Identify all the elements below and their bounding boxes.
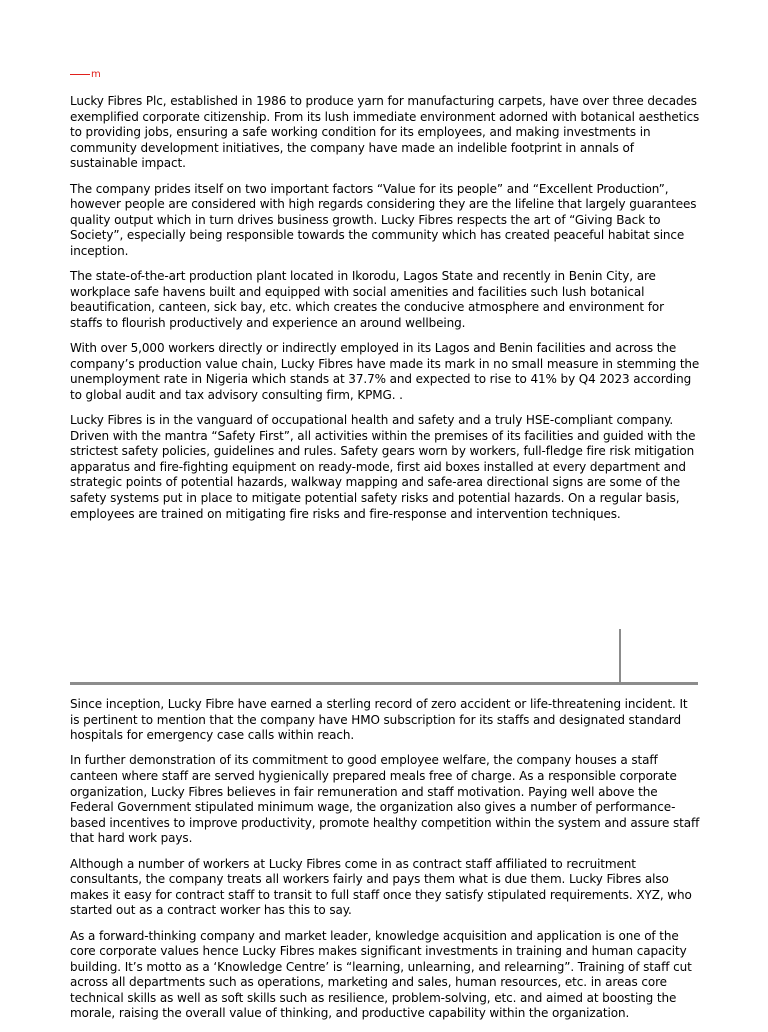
- paragraph-welfare: In further demonstration of its commitment to good employee welfare, the company houses a staff canteen where staff are served hygienically prepared meals free of charge. As a responsible corporate organization, Lucky Fibres believes in fair remuneration and staff motivation. Paying well above the Federal Government stipulated minimum wage, the organization also gives a number of performance-based incentives to improve productivity, promote healthy competition within the system and assure staff that hard work pays.: [70, 753, 700, 846]
- table-border-vertical: [619, 629, 621, 683]
- paragraph-record: Since inception, Lucky Fibre have earned a sterling record of zero accident or life-threatening incident. It is pertinent to mention that the company have HMO subscription for its staffs and designated standard hospitals for emergency case calls within reach.: [70, 697, 688, 743]
- paragraph-safety: Lucky Fibres is in the vanguard of occupational health and safety and a truly HSE-compliant company. Driven with the mantra “Safety First”, all activities within the premises of its facilities and guided with the strictest safety policies, guidelines and rules. Safety gears worn by workers, full-fledge fire risk mitigation apparatus and fire-fighting equipment on ready-mode, first aid boxes installed at every department and strategic points of potential hazards, walkway mapping and safe-area directional signs are some of the safety systems put in place to mitigate potential safety risks and potential hazards. On a regular basis, employees are trained on mitigating fire risks and fire-response and intervention techniques.: [70, 413, 696, 521]
- paragraph-employment: With over 5,000 workers directly or indirectly employed in its Lagos and Benin facilities and across the company’s production value chain, Lucky Fibres have made its mark in no small measure in stemming the unemployment rate in Nigeria which stands at 37.7% and expected to rise to 41% by Q4 2023 according to global audit and tax advisory consulting firm, KPMG. .: [70, 341, 700, 402]
- paragraph-training: As a forward-thinking company and market leader, knowledge acquisition and application is one of the core corporate values hence Lucky Fibres makes significant investments in training and human capacity building. It’s motto as a ‘Knowledge Centre’ is “learning, unlearning, and relearning”. Training of staff cut across all departments such as operations, marketing and sales, human resources, etc. in areas core technical skills as well as soft skills such as resilience, problem-solving, etc. and aimed at boosting the morale, raising the overall value of thinking, and productive capability within the organization.: [70, 928, 692, 1021]
- paragraph-facilities: The state-of-the-art production plant located in Ikorodu, Lagos State and recently in Benin City, are workplace safe havens built and equipped with social amenities and facilities such lush botanical beautification, canteen, sick bay, etc. which creates the conducive atmosphere and environment for staffs to flourish productively and experience an around wellbeing.: [70, 269, 664, 330]
- body-text-lower: [70, 697, 700, 1032]
- revision-mark-letter: m: [91, 69, 101, 80]
- paragraph-intro: Lucky Fibres Plc, established in 1986 to produce yarn for manufacturing carpets, have over three decades exemplified corporate citizenship. From its lush immediate environment adorned with botanical aesthetics to providing jobs, ensuring a safe working condition for its employees, and making investments in community development initiatives, the company have made an indelible footprint in annals of sustainable impact.: [70, 94, 700, 171]
- revision-mark-rule: [70, 74, 90, 75]
- body-text-upper: [70, 94, 700, 532]
- revision-mark: [70, 69, 101, 81]
- section-divider: [70, 682, 698, 685]
- paragraph-contract-staff: Although a number of workers at Lucky Fibres come in as contract staff affiliated to recruitment consultants, the company treats all workers fairly and pays them what is due them. Lucky Fibres also makes it easy for contract staff to transit to full staff once they satisfy stipulated requirements. XYZ, who started out as a contract worker has this to say.: [70, 856, 692, 918]
- paragraph-values: The company prides itself on two important factors “Value for its people” and “Excellent Production”, however people are considered with high regards considering they are the lifeline that largely guarantees quality output which in turn drives business growth. Lucky Fibres respects the art of “Giving Back to Society”, especially being responsible towards the community which has created peaceful habitat since inception.: [70, 181, 697, 258]
